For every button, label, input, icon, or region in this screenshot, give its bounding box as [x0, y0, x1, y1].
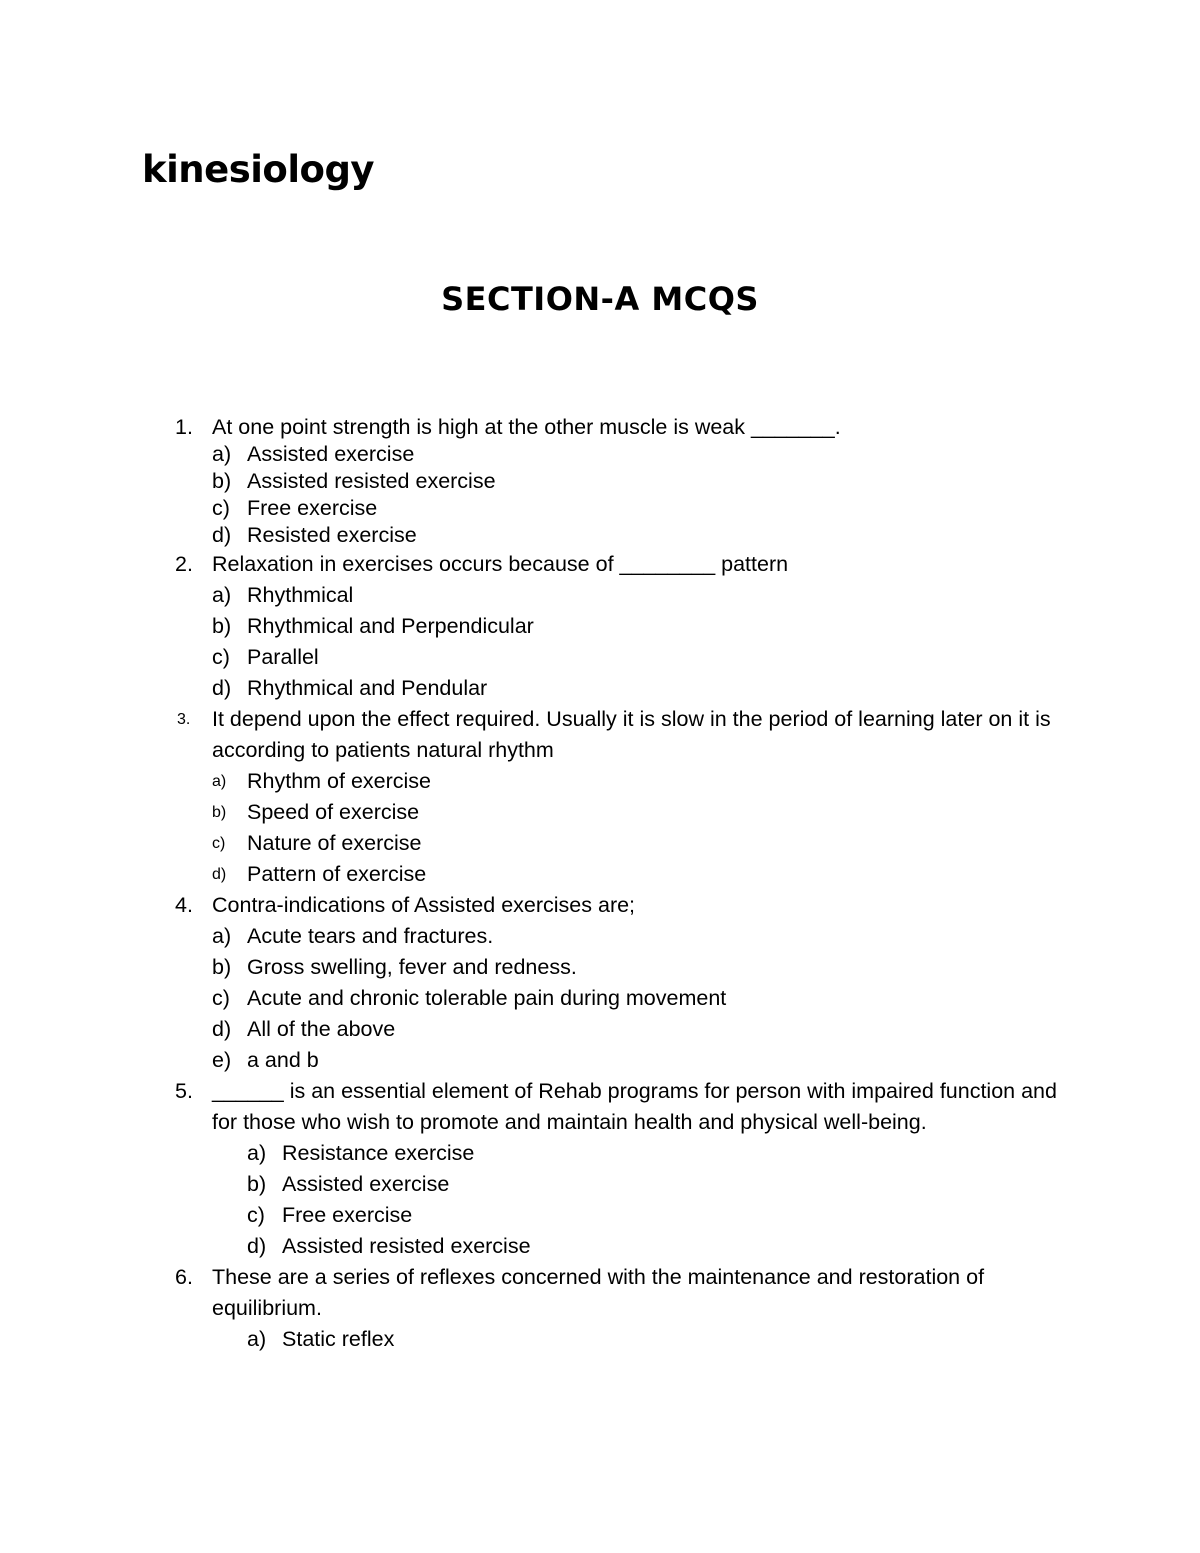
option-text: Rhythmical	[247, 583, 354, 607]
option-letter: b)	[247, 1172, 267, 1196]
option-text: Rhythm of exercise	[247, 769, 432, 793]
option-text: Free exercise	[282, 1203, 413, 1227]
option-text: Assisted exercise	[282, 1172, 450, 1196]
option-letter: c)	[212, 645, 230, 669]
option-item	[0, 673, 1200, 704]
option-text: Acute tears and fractures.	[247, 924, 494, 948]
page-title: kinesiology	[142, 148, 375, 191]
option-text: Acute and chronic tolerable pain during movement	[247, 986, 727, 1010]
option-text: Assisted exercise	[247, 442, 415, 466]
option-item	[0, 495, 1200, 522]
option-item	[0, 921, 1200, 952]
option-text: a and b	[247, 1048, 319, 1072]
question-number: 2.	[175, 552, 193, 576]
option-list	[0, 1138, 1200, 1262]
option-item	[0, 797, 1200, 828]
option-list	[0, 441, 1200, 549]
option-letter: a)	[247, 1327, 267, 1351]
section-title: SECTION-A MCQS	[441, 280, 759, 318]
option-letter: b)	[212, 614, 232, 638]
option-item	[0, 828, 1200, 859]
option-letter: b)	[212, 469, 232, 493]
option-item	[0, 1231, 1200, 1262]
option-text: Resistance exercise	[282, 1141, 475, 1165]
option-letter: d)	[247, 1234, 267, 1258]
option-letter: c)	[247, 1203, 265, 1227]
question-number: 3.	[177, 711, 191, 728]
option-item	[0, 642, 1200, 673]
option-letter: c)	[212, 835, 226, 852]
option-item	[0, 1014, 1200, 1045]
question-text: Relaxation in exercises occurs because of ________ pattern	[212, 552, 789, 576]
option-letter: d)	[212, 523, 232, 547]
question-text: It depend upon the effect required. Usually it is slow in the period of learning later on it is according to patients natural rhythm	[212, 707, 1051, 762]
question-3	[0, 704, 1200, 890]
question-text: These are a series of reflexes concerned with the maintenance and restoration of equilibrium.	[212, 1265, 985, 1320]
option-item	[0, 468, 1200, 495]
option-text: Rhythmical and Pendular	[247, 676, 488, 700]
option-letter: a)	[212, 924, 232, 948]
question-number: 1.	[175, 415, 193, 439]
option-list	[0, 580, 1200, 704]
question-1	[0, 414, 1200, 549]
option-letter: d)	[212, 866, 227, 883]
question-text: ______ is an essential element of Rehab programs for person with impaired function and for those who wish to promote and maintain health and physical well-being.	[212, 1079, 1057, 1134]
question-5	[0, 1076, 1200, 1262]
option-text: Assisted resisted exercise	[247, 469, 496, 493]
option-text: Assisted resisted exercise	[282, 1234, 531, 1258]
option-letter: d)	[212, 1017, 232, 1041]
question-number: 4.	[175, 893, 193, 917]
option-letter: a)	[212, 773, 227, 790]
option-letter: c)	[212, 986, 230, 1010]
question-number: 5.	[175, 1079, 193, 1103]
option-list	[0, 1324, 1200, 1355]
option-item	[0, 611, 1200, 642]
option-letter: a)	[212, 583, 232, 607]
question-4	[0, 890, 1200, 1076]
option-text: Rhythmical and Perpendicular	[247, 614, 534, 638]
question-text: At one point strength is high at the other muscle is weak _______.	[212, 415, 841, 439]
option-item	[0, 522, 1200, 549]
option-text: All of the above	[247, 1017, 396, 1041]
option-text: Gross swelling, fever and redness.	[247, 955, 577, 979]
option-text: Speed of exercise	[247, 800, 420, 824]
option-item	[0, 1200, 1200, 1231]
question-6	[0, 1262, 1200, 1355]
option-list	[0, 921, 1200, 1076]
option-item	[0, 766, 1200, 797]
option-item	[0, 952, 1200, 983]
option-text: Free exercise	[247, 496, 378, 520]
option-text: Parallel	[247, 645, 319, 669]
question-number: 6.	[175, 1265, 193, 1289]
option-letter: a)	[212, 442, 232, 466]
question-text: Contra-indications of Assisted exercises are;	[212, 893, 636, 917]
option-letter: e)	[212, 1048, 232, 1072]
option-list	[0, 766, 1200, 890]
option-text: Pattern of exercise	[247, 862, 427, 886]
option-item	[0, 1169, 1200, 1200]
option-text: Nature of exercise	[247, 831, 422, 855]
option-text: Static reflex	[282, 1327, 395, 1351]
option-item	[0, 1324, 1200, 1355]
question-2	[0, 549, 1200, 704]
option-item	[0, 1045, 1200, 1076]
option-text: Resisted exercise	[247, 523, 417, 547]
question-list	[0, 414, 1200, 1355]
option-item	[0, 859, 1200, 890]
option-item	[0, 441, 1200, 468]
option-letter: d)	[212, 676, 232, 700]
option-letter: b)	[212, 955, 232, 979]
option-item	[0, 1138, 1200, 1169]
option-letter: a)	[247, 1141, 267, 1165]
option-letter: c)	[212, 496, 230, 520]
option-letter: b)	[212, 804, 227, 821]
option-item	[0, 983, 1200, 1014]
option-item	[0, 580, 1200, 611]
